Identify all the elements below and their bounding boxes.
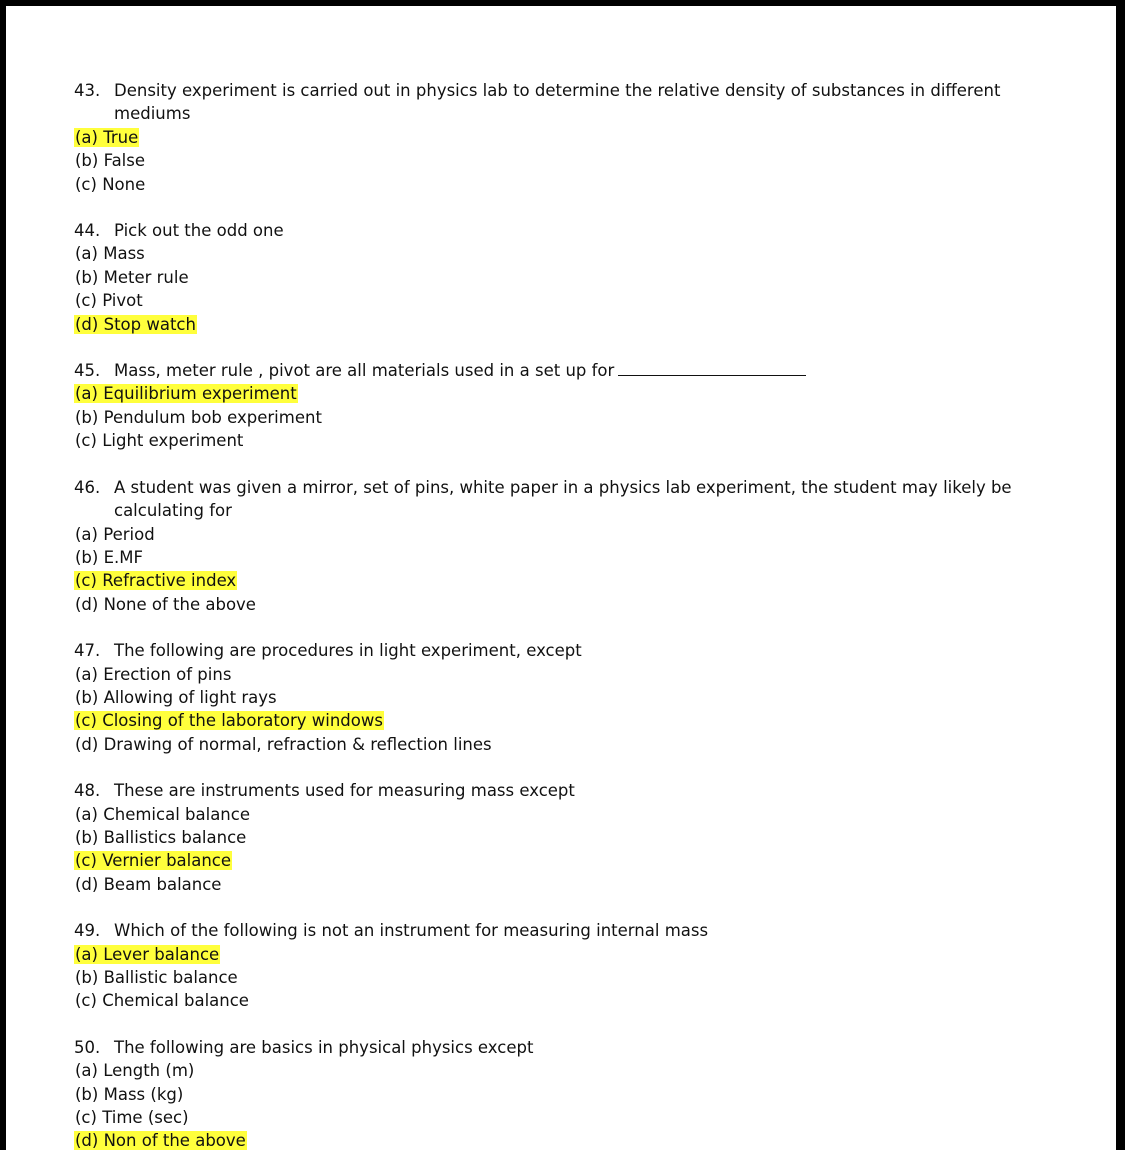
option — [74, 663, 1074, 686]
question-stem — [74, 79, 1074, 126]
option — [74, 289, 1074, 312]
option-label: (c) None — [75, 174, 146, 194]
option — [74, 1083, 1074, 1106]
question-number: 50. — [74, 1037, 101, 1057]
question-number: 43. — [74, 81, 101, 100]
question-48 — [74, 779, 1074, 896]
question-number: 44. — [74, 221, 101, 241]
option — [74, 873, 1074, 896]
option — [74, 546, 1074, 569]
option-highlighted-answer — [74, 126, 1074, 149]
question-50 — [74, 1036, 1074, 1150]
option — [74, 1059, 1074, 1082]
option-label: (c) Refractive index — [75, 571, 237, 591]
question-text-wrap — [114, 79, 1074, 126]
option-label: (c) Vernier balance — [75, 851, 232, 871]
option — [74, 686, 1074, 709]
option-label: (d) Stop watch — [75, 314, 196, 334]
option — [74, 149, 1074, 172]
question-stem — [74, 1036, 1074, 1059]
option-label: (b) Mass (kg) — [75, 1084, 184, 1104]
option-label: (d) Beam balance — [75, 874, 222, 894]
option — [74, 266, 1074, 289]
option-label: (a) True — [75, 127, 139, 147]
question-list — [74, 79, 1074, 1150]
question-number: 46. — [74, 477, 101, 497]
option-highlighted-answer — [74, 943, 1074, 966]
option — [74, 523, 1074, 546]
option-label: (a) Chemical balance — [75, 804, 250, 824]
option — [74, 593, 1074, 616]
question-number: 47. — [74, 641, 101, 661]
option — [74, 803, 1074, 826]
question-49 — [74, 919, 1074, 1013]
option-label: (a) Period — [75, 524, 155, 544]
option-label: (b) Ballistics balance — [75, 827, 247, 847]
option-label: (b) Meter rule — [75, 267, 189, 287]
question-stem — [74, 779, 1074, 802]
question-text-wrap — [114, 779, 1074, 802]
option-label: (b) Allowing of light rays — [75, 687, 277, 707]
question-stem — [74, 639, 1074, 662]
question-text-wrap — [114, 919, 1074, 942]
option-label: (d) Drawing of normal, refraction & reflection lines — [75, 734, 492, 754]
option-highlighted-answer — [74, 313, 1074, 336]
question-number: 45. — [74, 361, 101, 381]
question-text-wrap — [114, 476, 1074, 523]
question-text: Mass, meter rule , pivot are all materials used in a set up for — [114, 361, 615, 381]
option — [74, 173, 1074, 196]
option-label: (a) Mass — [75, 244, 145, 264]
question-text: Density experiment is carried out in physics lab to determine the relative density of substances in different mediums — [114, 81, 1001, 124]
option — [74, 966, 1074, 989]
question-stem — [74, 359, 1074, 382]
answer-blank-line — [618, 361, 806, 376]
option-label: (b) Pendulum bob experiment — [75, 407, 322, 427]
question-text: Pick out the odd one — [114, 221, 284, 241]
option-label: (a) Length (m) — [75, 1061, 195, 1081]
option-highlighted-answer — [74, 849, 1074, 872]
option-label: (b) False — [75, 151, 146, 171]
question-text-wrap — [114, 219, 1074, 242]
option-label: (d) None of the above — [75, 594, 256, 614]
option-label: (a) Equilibrium experiment — [75, 384, 297, 404]
question-text: These are instruments used for measuring mass except — [114, 781, 575, 801]
question-text-wrap — [114, 1036, 1074, 1059]
question-43 — [74, 79, 1074, 196]
option-label: (b) E.MF — [75, 547, 143, 567]
question-text-wrap — [114, 639, 1074, 662]
option — [74, 242, 1074, 265]
question-stem — [74, 919, 1074, 942]
option-label: (b) Ballistic balance — [75, 968, 238, 987]
question-stem — [74, 476, 1074, 523]
option — [74, 733, 1074, 756]
question-46 — [74, 476, 1074, 616]
question-45 — [74, 359, 1074, 453]
option — [74, 429, 1074, 452]
option-highlighted-answer — [74, 569, 1074, 592]
option-label: (c) Time (sec) — [75, 1108, 189, 1128]
option-label: (d) Non of the above — [75, 1131, 246, 1150]
option-highlighted-answer — [74, 382, 1074, 405]
option-label: (a) Lever balance — [75, 944, 220, 964]
option-label: (a) Erection of pins — [75, 664, 232, 684]
option-label: (c) Pivot — [75, 291, 143, 311]
question-text: The following are procedures in light experiment, except — [114, 641, 582, 661]
option — [74, 406, 1074, 429]
question-stem — [74, 219, 1074, 242]
question-text: The following are basics in physical physics except — [114, 1037, 534, 1057]
option-highlighted-answer — [74, 709, 1074, 732]
option — [74, 989, 1074, 1012]
option-label: (c) Chemical balance — [75, 991, 249, 1011]
question-text-wrap — [114, 359, 1074, 382]
option-label: (c) Closing of the laboratory windows — [75, 711, 383, 731]
option-label: (c) Light experiment — [75, 431, 244, 451]
question-44 — [74, 219, 1074, 336]
option — [74, 1106, 1074, 1129]
question-number: 49. — [74, 921, 101, 941]
question-text: Which of the following is not an instrument for measuring internal mass — [114, 921, 709, 941]
document-page — [6, 6, 1116, 1150]
question-number: 48. — [74, 781, 101, 801]
option — [74, 826, 1074, 849]
question-text: A student was given a mirror, set of pins, white paper in a physics lab experiment, the student may likely be calculating for — [114, 477, 1012, 521]
question-47 — [74, 639, 1074, 756]
option-highlighted-answer — [74, 1129, 1074, 1150]
